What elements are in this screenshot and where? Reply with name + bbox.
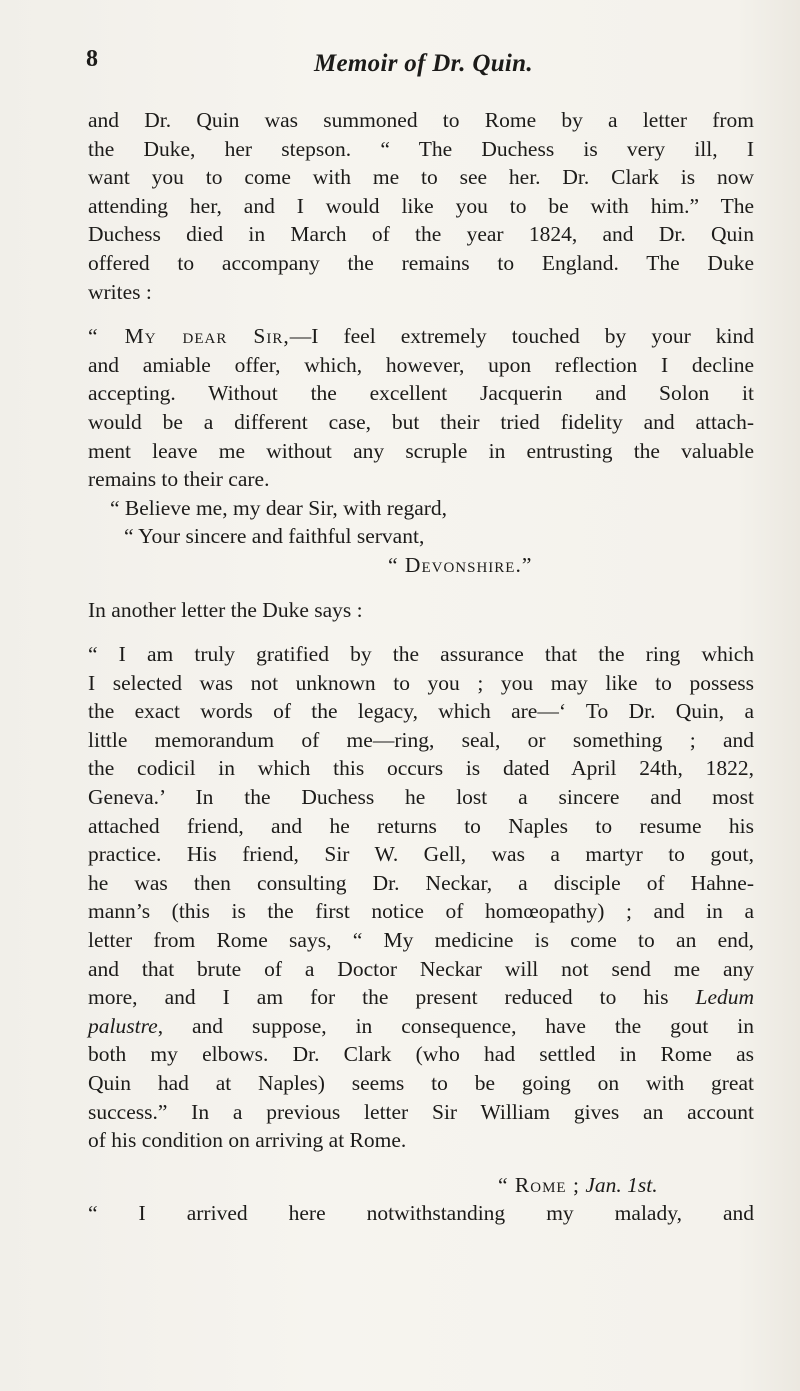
page-header: [0, 46, 800, 86]
page-number: 8: [86, 46, 98, 72]
paragraph-another-letter: In another letter the Duke says :: [88, 597, 363, 622]
text-line: letter from Rome says, “ My medicine is come to an end,: [88, 928, 754, 953]
text-line: the Duke, her stepson. “ The Duchess is very ill, I: [88, 136, 754, 161]
text-line: attending her, and I would like you to be with him.” The: [88, 193, 754, 218]
letter-first-line: [88, 322, 754, 351]
letter-salutation: “ My dear Sir,: [88, 324, 290, 349]
text-line: he was then consulting Dr. Neckar, a disciple of Hahne-: [88, 870, 754, 895]
text-line: success.” In a previous letter Sir William gives an account: [88, 1099, 754, 1124]
text-line: offered to accompany the remains to England. The Duke: [88, 250, 754, 275]
letter-closing: “ Your sincere and faithful servant,: [124, 524, 425, 549]
text-line: Geneva.’ In the Duchess he lost a sincere and most: [88, 785, 754, 810]
letter-line: ment leave me without any scruple in entrusting the valuable: [88, 438, 754, 463]
letter-line: remains to their care.: [88, 467, 270, 492]
text-line: want you to come with me to see her. Dr. Clark is now: [88, 165, 754, 190]
letter-line: would be a different case, but their tried fidelity and attach-: [88, 409, 754, 434]
text-line-with-italic: [88, 1012, 754, 1041]
dateline: [88, 1171, 754, 1200]
text-line: writes :: [88, 279, 152, 304]
running-title: Memoir of Dr. Quin.: [314, 50, 533, 77]
italic-term-palustre: palustre: [88, 1013, 158, 1038]
dateline-place: “ Rome ;: [498, 1172, 580, 1197]
text-line: mann’s (this is the first notice of homœopathy) ; and in a: [88, 899, 754, 924]
text-line: “ I arrived here notwithstanding my malady, and: [88, 1201, 754, 1226]
letter-closing: “ Believe me, my dear Sir, with regard,: [110, 495, 448, 520]
letter-line: —I feel extremely touched by your kind: [289, 324, 754, 349]
text-line: and that brute of a Doctor Neckar will not send me any: [88, 956, 754, 981]
text-line: the codicil in which this occurs is dated April 24th, 1822,: [88, 756, 754, 781]
italic-term-ledum: Ledum: [695, 985, 755, 1010]
text-line: and Dr. Quin was summoned to Rome by a letter from: [88, 108, 754, 132]
text-line-with-italic: [88, 983, 754, 1012]
text-line: “ I am truly gratified by the assurance that the ring which: [88, 642, 754, 667]
text-line: the exact words of the legacy, which are—‘ To Dr. Quin, a: [88, 699, 754, 724]
text-line: I selected was not unknown to you ; you may like to possess: [88, 670, 754, 695]
text-line: practice. His friend, Sir W. Gell, was a martyr to gout,: [88, 842, 754, 867]
paragraph-ring-letter: [88, 640, 754, 1155]
text-segment: more, and I am for the present reduced to his: [88, 985, 669, 1010]
text-line: both my elbows. Dr. Clark (who had settled in Rome as: [88, 1042, 754, 1067]
letter-line: accepting. Without the excellent Jacquerin and Solon it: [88, 381, 754, 406]
text-line: attached friend, and he returns to Naples to resume his: [88, 813, 754, 838]
letter-devonshire: [88, 322, 754, 579]
text-line: Quin had at Naples) seems to be going on with great: [88, 1071, 754, 1095]
dateline-date: Jan. 1st.: [585, 1172, 658, 1197]
text-segment: , and suppose, in consequence, have the gout in: [157, 1013, 754, 1038]
letter-signature: “ Devonshire.”: [388, 552, 533, 577]
letter-line: and amiable offer, which, however, upon reflection I decline: [88, 352, 754, 377]
text-line: little memorandum of me—ring, seal, or something ; and: [88, 727, 754, 752]
text-line: Duchess died in March of the year 1824, and Dr. Quin: [88, 222, 754, 247]
paragraph-duke-summons: [88, 106, 754, 306]
text-line: of his condition on arriving at Rome.: [88, 1128, 407, 1153]
body-text: [88, 106, 754, 1228]
